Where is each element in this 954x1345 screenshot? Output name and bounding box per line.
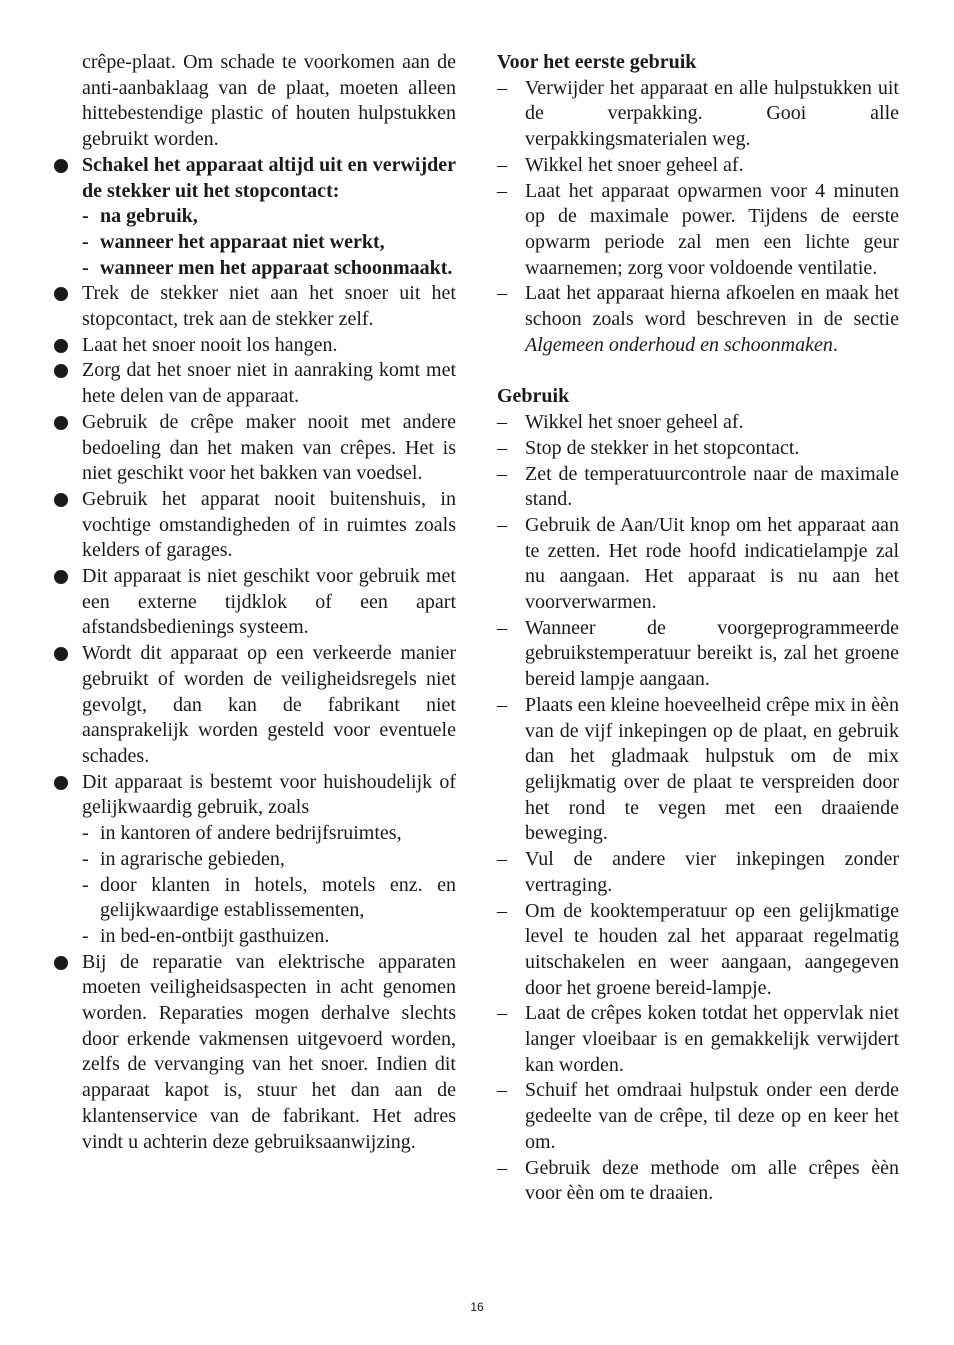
sub-dash: -	[82, 230, 89, 253]
dash-item	[497, 179, 899, 282]
bullet-dot-icon	[54, 570, 68, 584]
dash-text: Schuif het omdraai hulpstuk onder een derde gedeelte van de crêpe, til deze op en keer het om.	[525, 1079, 899, 1153]
intro-paragraph: crêpe-plaat. Om schade te voorkomen aan de anti-aanbaklaag van de plaat, moeten alleen hittebestendige plastic of houten hulpstukken gebruikt worden.	[82, 51, 456, 151]
dash-text: Wikkel het snoer geheel af.	[525, 153, 744, 176]
dash-glyph: –	[497, 462, 507, 485]
dash-text: Om de kooktemperatuur op een gelijkmatige level te houden zal het apparaat regelmatig uitschakelen en weer aangaan, aangegeven door het groene bereid-lampje.	[525, 899, 899, 999]
sub-dash: -	[82, 205, 89, 228]
dash-item	[497, 1156, 899, 1207]
sub-item	[54, 256, 456, 282]
bullet-dot-icon	[54, 647, 68, 661]
bullet-dot-icon	[54, 287, 68, 301]
bullet-text: Schakel het apparaat altijd uit en verwijder de stekker uit het stopcontact:	[82, 153, 456, 202]
dash-text: Zet de temperatuurcontrole naar de maximale stand.	[525, 462, 899, 511]
sub-text: wanneer men het apparaat schoonmaakt.	[100, 256, 453, 279]
dash-glyph: –	[497, 848, 507, 871]
bullet-text: Gebruik het apparat nooit buitenshuis, in vochtige omstandigheden of in ruimtes zoals kelders of garages.	[82, 487, 456, 562]
dash-item	[497, 76, 899, 153]
sub-text: in agrarische gebieden,	[100, 847, 285, 870]
dash-item	[497, 1001, 899, 1078]
dash-glyph: –	[497, 153, 507, 176]
sub-dash: -	[82, 256, 89, 279]
spacer	[497, 358, 899, 384]
sub-text: na gebruik,	[100, 205, 198, 228]
bullet-item	[54, 333, 456, 359]
bullet-item	[54, 770, 456, 821]
dash-glyph: –	[497, 513, 507, 536]
dash-glyph: –	[497, 76, 507, 99]
right-column	[497, 50, 899, 1207]
dash-item	[497, 616, 899, 693]
bullet-text: Gebruik de crêpe maker nooit met andere bedoeling dan het maken van crêpes. Het is niet geschikt voor het bakken van voedsel.	[82, 410, 456, 485]
bullet-dot-icon	[54, 776, 68, 790]
dash-text: Laat het apparaat hierna afkoelen en maak het schoon zoals word beschreven in de sectie	[525, 282, 899, 331]
dash-item	[497, 513, 899, 616]
dash-text: Stop de stekker in het stopcontact.	[525, 436, 800, 459]
sub-item	[54, 924, 456, 950]
bullet-text: Zorg dat het snoer niet in aanraking komt met hete delen van de apparaat.	[82, 359, 456, 408]
dash-text: Wanneer de voorgeprogrammeerde gebruikstemperatuur bereikt is, zal het groene bereid lampje aangaan.	[525, 616, 899, 691]
sub-dash: -	[82, 873, 89, 896]
dash-item	[497, 281, 899, 358]
bullet-item	[54, 950, 456, 1156]
bullet-item	[54, 410, 456, 487]
page-number: 16	[470, 1300, 484, 1314]
bullet-item	[54, 487, 456, 564]
dash-glyph: –	[497, 436, 507, 459]
section-heading-first-use: Voor het eerste gebruik	[497, 51, 697, 73]
bullet-text: Laat het snoer nooit los hangen.	[82, 333, 338, 356]
bullet-text: Wordt dit apparaat op een verkeerde manier gebruikt of worden de veiligheidsregels niet gevolgt, dan kan de fabrikant niet aansprakelijk worden gesteld voor eventuele schades.	[82, 642, 456, 767]
bullet-text: Dit apparaat is niet geschikt voor gebruik met een externe tijdklok of een apart afstandsbedienings systeem.	[82, 565, 456, 639]
sub-text: door klanten in hotels, motels enz. en gelijkwaardige establissementen,	[100, 873, 456, 922]
bullet-item	[54, 281, 456, 332]
dash-glyph: –	[497, 1002, 507, 1025]
dash-text: Laat het apparaat opwarmen voor 4 minuten op de maximale power. Tijdens de eerste opwarm periode zal men een lichte geur waarnemen; zorg voor voldoende ventilatie.	[525, 179, 899, 279]
dash-glyph: –	[497, 411, 507, 434]
dash-glyph: –	[497, 616, 507, 639]
left-column	[54, 50, 456, 1155]
dash-item	[497, 153, 899, 179]
dash-glyph: –	[497, 693, 507, 716]
bullet-dot-icon	[54, 416, 68, 430]
sub-item	[54, 847, 456, 873]
bullet-item	[54, 641, 456, 770]
dash-item	[497, 462, 899, 513]
dash-text-suffix: .	[832, 333, 838, 356]
dash-text: Laat de crêpes koken totdat het oppervlak niet langer vloeibaar is en gemakkelijk verwijdert kan worden.	[525, 1002, 899, 1076]
section-heading-use: Gebruik	[497, 385, 570, 408]
dash-glyph: –	[497, 179, 507, 202]
bullet-text: Bij de reparatie van elektrische apparaten moeten veiligheidsaspecten in acht genomen worden. Reparaties mogen derhalve slechts door erkende vakmensen uitgevoerd worden, zelfs de vervanging van het snoer. Indien dit apparaat kapot is, stuur het dan aan de klantenservice van de fabrikant. Het adres vindt u achterin deze gebruiksaanwijzing.	[82, 950, 456, 1153]
bullet-dot-icon	[54, 493, 68, 507]
bullet-text: Dit apparaat is bestemt voor huishoudelijk of gelijkwaardig gebruik, zoals	[82, 770, 456, 819]
bullet-text: Trek de stekker niet aan het snoer uit het stopcontact, trek aan de stekker zelf.	[82, 282, 456, 331]
dash-text: Gebruik deze methode om alle crêpes èèn voor èèn om te draaien.	[525, 1156, 899, 1205]
bullet-dot-icon	[54, 956, 68, 970]
sub-item	[54, 230, 456, 256]
dash-text: Gebruik de Aan/Uit knop om het apparaat aan te zetten. Het rode hoofd indicatielampje zal nu aangaan. Het apparaat is nu aan het voorverwarmen.	[525, 513, 899, 614]
dash-item	[497, 410, 899, 436]
dash-item	[497, 693, 899, 847]
dash-text: Wikkel het snoer geheel af.	[525, 411, 744, 434]
section-reference: Algemeen onderhoud en schoonmaken	[525, 333, 833, 356]
bullet-item	[54, 358, 456, 409]
dash-glyph: –	[497, 282, 507, 305]
sub-text: in kantoren of andere bedrijfsruimtes,	[100, 822, 402, 845]
dash-glyph: –	[497, 1156, 507, 1179]
sub-item	[54, 821, 456, 847]
sub-text: in bed-en-ontbijt gasthuizen.	[100, 924, 330, 947]
sub-item	[54, 873, 456, 924]
dash-item	[497, 899, 899, 1002]
bullet-dot-icon	[54, 159, 68, 173]
sub-dash: -	[82, 822, 89, 845]
sub-dash: -	[82, 847, 89, 870]
dash-item	[497, 436, 899, 462]
dash-glyph: –	[497, 899, 507, 922]
dash-glyph: –	[497, 1079, 507, 1102]
dash-text: Vul de andere vier inkepingen zonder vertraging.	[525, 848, 899, 896]
dash-text: Verwijder het apparaat en alle hulpstukken uit de verpakking. Gooi alle verpakkingsmaterialen weg.	[525, 76, 899, 151]
bullet-dot-icon	[54, 339, 68, 353]
sub-dash: -	[82, 924, 89, 947]
bullet-item	[54, 153, 456, 204]
dash-item	[497, 1078, 899, 1155]
dash-item	[497, 847, 899, 898]
sub-text: wanneer het apparaat niet werkt,	[100, 230, 385, 253]
bullet-item	[54, 564, 456, 641]
bullet-dot-icon	[54, 364, 68, 378]
sub-item	[54, 204, 456, 230]
dash-text: Plaats een kleine hoeveelheid crêpe mix in èèn van de vijf inkepingen op de plaat, en gebruik dan het gladmaak hulpstuk om de mix gelijkmatig over de plaat te verspreiden door het rond te vegen met een draaiende beweging.	[525, 693, 899, 845]
